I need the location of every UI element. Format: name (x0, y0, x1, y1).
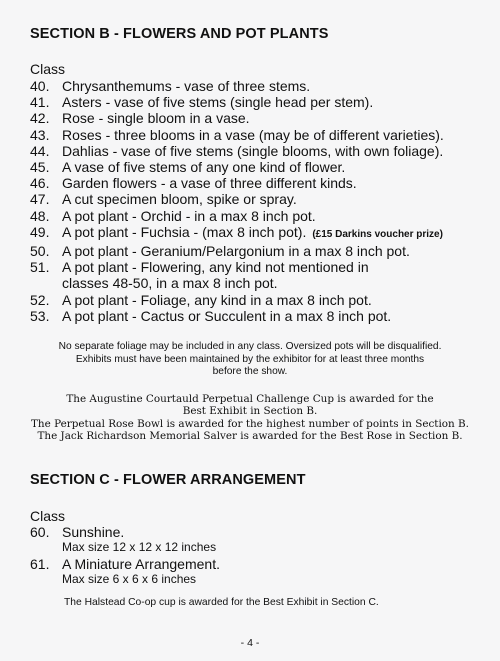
class-number: 44. (30, 142, 50, 159)
class-entry-45 (30, 159, 480, 175)
class-description: Asters - vase of five stems (single head per stem). (62, 94, 374, 111)
section-c-title: SECTION C - FLOWER ARRANGEMENT (30, 472, 306, 488)
section-b-class-list (30, 78, 480, 324)
class-number: 46. (30, 175, 50, 192)
class-description: A pot plant - Foliage, any kind in a max 8 inch pot. (62, 291, 372, 308)
class-entry-60 (30, 524, 480, 540)
class-entry-61 (30, 556, 480, 572)
award-line: The Augustine Courtauld Perpetual Challenge Cup is awarded for the (66, 393, 434, 405)
class-entry-49 (30, 224, 480, 243)
class-number: 47. (30, 191, 50, 208)
rules-note-line: before the show. (212, 366, 288, 377)
class-description-text: A pot plant - Fuchsia - (max 8 inch pot). (62, 223, 307, 240)
class-description: A pot plant - Orchid - in a max 8 inch pot. (62, 207, 316, 224)
class-entry-52 (30, 292, 480, 308)
class-description: Chrysanthemums - vase of three stems. (62, 78, 311, 94)
class-description: Rose - single bloom in a vase. (62, 110, 250, 127)
page-number: - 4 - (240, 637, 260, 649)
class-description: Sunshine. (62, 524, 125, 540)
class-number: 52. (30, 291, 50, 308)
section-c-class-label: Class (30, 508, 66, 524)
class-entry-50 (30, 243, 480, 259)
class-entry-53 (30, 308, 480, 324)
class-entry-41 (30, 94, 480, 110)
class-entry-43 (30, 127, 480, 143)
section-b-rules-note (20, 341, 480, 379)
class-description: Garden flowers - a vase of three different kinds. (62, 175, 357, 192)
class-number: 60. (30, 524, 50, 540)
class-number: 51. (30, 259, 50, 276)
class-entry-47 (30, 191, 480, 207)
class-number: 49. (30, 223, 50, 240)
class-description: A pot plant - Geranium/Pelargonium in a max 8 inch pot. (62, 243, 410, 260)
section-b-awards (20, 393, 480, 443)
class-description: A pot plant - Cactus or Succulent in a max 8 inch pot. (62, 307, 392, 324)
class-number: 61. (30, 555, 50, 572)
class-description (62, 224, 480, 243)
class-description: A cut specimen bloom, spike or spray. (62, 191, 297, 208)
class-max-size: Max size 12 x 12 x 12 inches (62, 540, 217, 555)
class-description-line-2: classes 48-50, in a max 8 inch pot. (62, 275, 278, 292)
class-entry-51 (30, 259, 480, 291)
class-entry-46 (30, 175, 480, 191)
class-description: A Miniature Arrangement. (62, 555, 220, 572)
class-description-line-1: A pot plant - Flowering, any kind not mentioned in (62, 259, 369, 276)
section-c-award-note: The Halstead Co-op cup is awarded for the Best Exhibit in Section C. (64, 597, 379, 608)
class-number: 41. (30, 94, 50, 111)
rules-note-line: Exhibits must have been maintained by the exhibitor for at least three months (75, 353, 425, 365)
award-line: Best Exhibit in Section B. (182, 405, 318, 418)
award-line: The Jack Richardson Memorial Salver is awarded for the Best Rose in Section B. (37, 430, 463, 443)
class-description (62, 259, 480, 291)
class-number: 42. (30, 110, 50, 127)
section-b-class-label: Class (30, 61, 66, 77)
class-description: A vase of five stems of any one kind of flower. (62, 159, 346, 176)
class-number: 53. (30, 307, 50, 324)
class-max-size: Max size 6 x 6 x 6 inches (62, 571, 197, 586)
class-number: 43. (30, 126, 50, 143)
prize-note: (£15 Darkins voucher prize) (312, 228, 443, 240)
section-b-title: SECTION B - FLOWERS AND POT PLANTS (30, 26, 329, 42)
class-entry-44 (30, 143, 480, 159)
class-number: 40. (30, 78, 50, 94)
award-line: The Perpetual Rose Bowl is awarded for the highest number of points in Section B. (31, 417, 469, 430)
rules-note-line: No separate foliage may be included in any class. Oversized pots will be disqualified. (58, 341, 442, 352)
section-c-class-list (30, 524, 480, 587)
class-number: 50. (30, 243, 50, 260)
class-description: Roses - three blooms in a vase (may be of different varieties). (62, 126, 444, 143)
class-description: Dahlias - vase of five stems (single blooms, with own foliage). (62, 142, 444, 159)
class-entry-42 (30, 110, 480, 126)
class-number: 45. (30, 159, 50, 176)
class-size-61 (30, 572, 480, 588)
class-entry-48 (30, 208, 480, 224)
class-number: 48. (30, 207, 50, 224)
class-size-60 (30, 540, 480, 556)
class-entry-40 (30, 78, 480, 94)
